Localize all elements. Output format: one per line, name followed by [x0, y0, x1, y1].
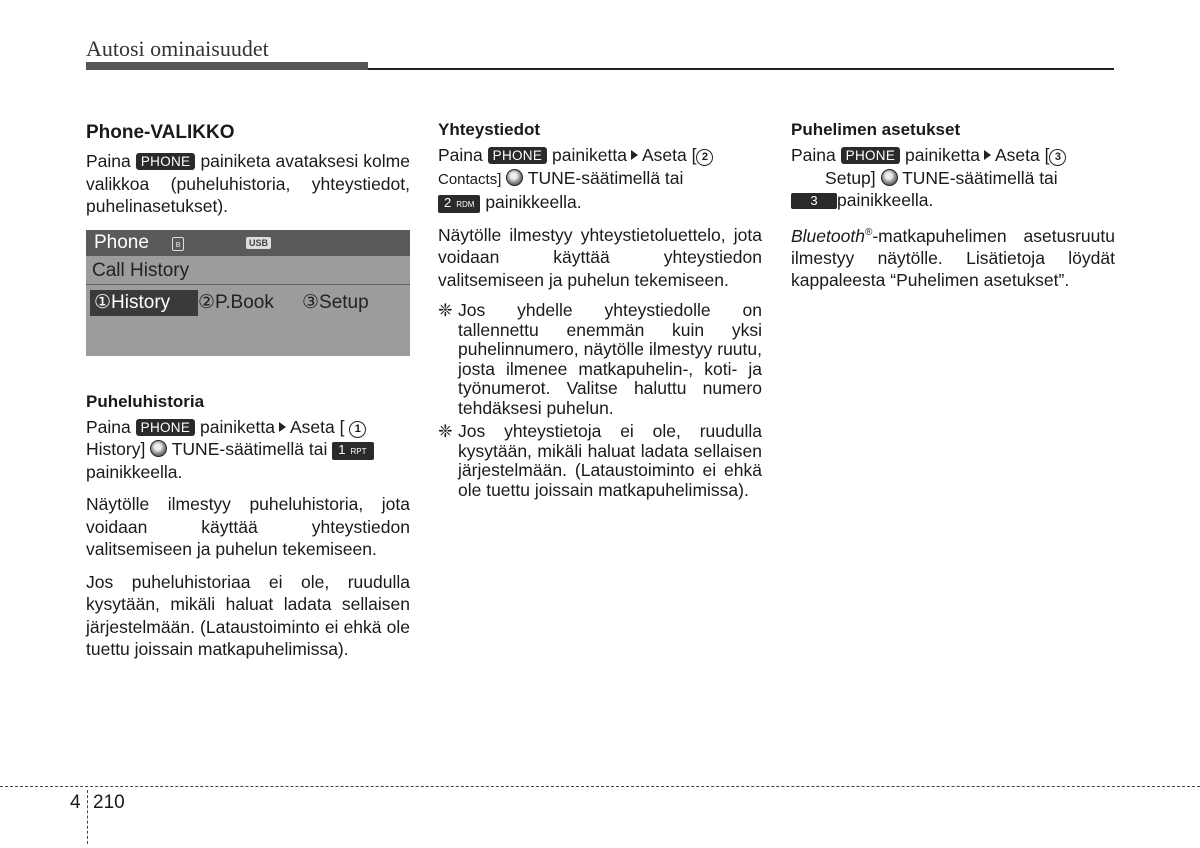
text: TUNE-säätimellä tai — [902, 167, 1058, 188]
note-text: Jos yhdelle yhteystiedolle on tallennettu enemmän kuin yksi puhelinnumero, näytölle ilmestyy ruutu, josta ilmenee matkapuhelin-, koti- ja työnumerot. Valitse haluttu numero tehdäksesi puhelun. — [458, 300, 762, 418]
text: Setup] — [825, 167, 876, 188]
settings-instructions — [791, 144, 1115, 212]
text: Aseta [ — [641, 145, 697, 165]
text: Paina — [791, 145, 836, 165]
header-bar — [86, 62, 368, 70]
text: painiketta — [200, 416, 275, 437]
screen-menu-pbook: ②P.Book — [198, 291, 274, 313]
column-1 — [86, 120, 410, 671]
tune-knob-icon — [881, 169, 898, 186]
text: TUNE-säätimellä tai — [171, 439, 328, 459]
tune-knob-icon — [150, 440, 167, 457]
text: Aseta [ — [994, 145, 1050, 165]
text: Paina — [86, 416, 131, 437]
key-label: RDM — [456, 200, 475, 209]
key-3-icon — [791, 193, 837, 209]
screen-menu-history: ①History — [90, 290, 198, 316]
settings-p2 — [791, 222, 1115, 292]
screen-divider — [86, 284, 410, 285]
phone-button-icon: PHONE — [136, 419, 196, 436]
screen-title: Phone — [94, 231, 149, 253]
chapter-number: 4 — [70, 792, 81, 813]
note-1 — [438, 301, 762, 418]
subheading-phone-settings: Puhelimen asetukset — [791, 120, 961, 139]
usb-icon: USB — [246, 237, 271, 249]
bluetooth-icon: ʙ — [172, 237, 184, 251]
text: painiketa avataksesi kolme valikkoa (puheluhistoria, yhteystiedot, puhelinasetukset). — [86, 151, 410, 216]
note-mark-icon: ❈ — [438, 300, 453, 320]
header-rule — [368, 68, 1114, 70]
key-num: 3 — [810, 193, 818, 208]
key-label: RPT — [350, 447, 367, 456]
subheading-call-history: Puheluhistoria — [86, 391, 205, 411]
text: Aseta [ — [289, 416, 345, 437]
text: Contacts] — [438, 170, 502, 188]
note-2 — [438, 422, 762, 500]
tune-knob-icon — [506, 169, 523, 186]
key-num: 1 — [338, 442, 346, 457]
section-heading-phone-menu: Phone-VALIKKO — [86, 122, 235, 143]
header-title: Autosi ominaisuudet — [86, 36, 269, 61]
text: Paina — [86, 151, 131, 171]
footer-vertical-rule — [87, 790, 88, 844]
subheading-contacts: Yhteystiedot — [438, 120, 541, 139]
key-num: 2 — [444, 195, 452, 210]
text: painikkeella. — [485, 192, 582, 212]
note-text: Jos yhteystietoja ei ole, ruudulla kysytään, mikäli haluat ladata sellaisen järjestelmään. (Lataustoiminto ei ehkä ole tuettu joissain matkapuhelimissa). — [458, 421, 762, 500]
phone-button-icon: PHONE — [841, 147, 901, 164]
text: painikkeella. — [86, 461, 183, 482]
registered-mark: ® — [864, 226, 873, 238]
screen-menu-setup: ③Setup — [302, 291, 369, 313]
intro-paragraph — [86, 150, 410, 218]
call-history-instructions — [86, 416, 410, 484]
text: painiketta — [552, 145, 627, 165]
circled-number-icon: 3 — [1049, 149, 1066, 166]
note-mark-icon: ❈ — [438, 421, 453, 441]
contacts-p2: Näytölle ilmestyy yhteystietoluettelo, jota voidaan käyttää yhteystiedon valitsemiseen ja puhelun tekemiseen. — [438, 224, 762, 290]
arrow-right-icon — [279, 422, 286, 432]
phone-button-icon: PHONE — [136, 153, 196, 170]
text: painiketta — [905, 145, 980, 165]
screen-call-history: Call History — [92, 259, 190, 281]
text: Paina — [438, 145, 483, 165]
circled-number-icon: 2 — [696, 149, 713, 166]
footer-rule — [0, 786, 1200, 787]
text: TUNE-säätimellä tai — [527, 167, 684, 188]
bluetooth-word: Bluetooth — [791, 225, 865, 246]
page-number: 210 — [93, 792, 125, 813]
key-1-rpt-icon — [332, 442, 374, 460]
arrow-right-icon — [631, 150, 638, 160]
text: History] — [86, 439, 146, 459]
text: painikkeella. — [837, 190, 934, 210]
display-screen-image — [86, 230, 410, 356]
arrow-right-icon — [984, 150, 991, 160]
key-2-rdm-icon — [438, 195, 480, 213]
contacts-instructions — [438, 144, 762, 214]
circled-number-icon: 1 — [349, 421, 366, 438]
text: -matkapuhelimen asetusruutu ilmestyy näytölle. Lisätietoja löydät kappaleesta “Puhelimen asetukset”. — [791, 225, 1115, 291]
call-history-p2: Näytölle ilmestyy puheluhistoria, jota voidaan käyttää yhteystiedon valitsemiseen ja puhelun tekemiseen. — [86, 494, 410, 559]
column-3 — [791, 120, 1115, 302]
phone-button-icon: PHONE — [488, 147, 548, 164]
column-2 — [438, 120, 762, 504]
call-history-p3: Jos puheluhistoriaa ei ole, ruudulla kysytään, mikäli haluat ladata sellaisen järjestelmään. (Lataustoiminto ei ehkä ole tuettu joissain matkapuhelimissa). — [86, 571, 410, 659]
